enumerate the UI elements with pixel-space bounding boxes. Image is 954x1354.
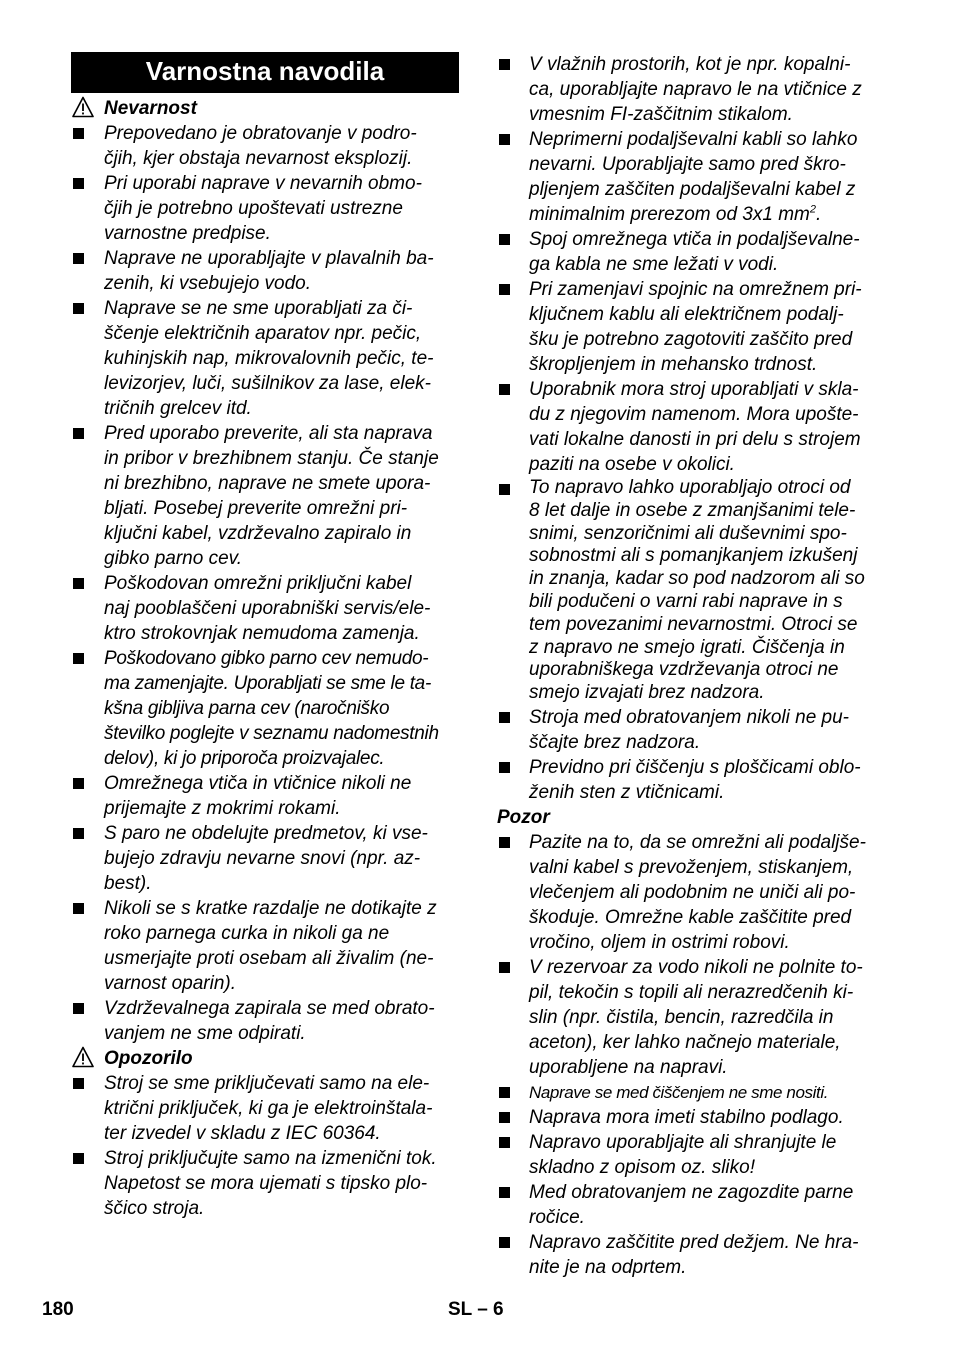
bullet-square-icon bbox=[499, 234, 510, 245]
list-item: Poškodovan omrežni priključni kabel naj pooblaščeni uporabniški servis/ele- ktro strokovnjak nemudoma zamenja. bbox=[71, 571, 459, 646]
section-page-label: SL – 6 bbox=[448, 1299, 504, 1320]
warning-list bbox=[71, 1071, 459, 1221]
list-item: Stroj priključujte samo na izmenični tok. Napetost se mora ujemati s tipsko plo- ščico stroja. bbox=[71, 1146, 459, 1221]
list-item: Omrežnega vtiča in vtičnice nikoli ne prijemajte z mokrimi rokami. bbox=[71, 771, 459, 821]
bullet-square-icon bbox=[73, 303, 84, 314]
bullet-square-icon bbox=[499, 1112, 510, 1123]
list-item: Prepovedano je obratovanje v podro- čjih, kjer obstaja nevarnost eksplozij. bbox=[71, 121, 459, 171]
list-item: Poškodovano gibko parno cev nemudo- ma zamenjajte. Uporabljati se sme le ta- kšna gibljiva parna cev (naročniško številko poglejte v seznamu nadomestnih delov), ki jo priporoča proizvajalec. bbox=[71, 646, 459, 771]
bullet-square-icon bbox=[73, 1003, 84, 1014]
list-item: Nikoli se s kratke razdalje ne dotikajte z roko parnega curka in nikoli ga ne usmerjajte proti osebam ali živalim (ne- varnost oparin). bbox=[71, 896, 459, 996]
bullet-square-icon bbox=[499, 59, 510, 70]
section-heading: Varnostna navodila bbox=[71, 52, 459, 93]
bullet-square-icon bbox=[499, 1137, 510, 1148]
list-item: To napravo lahko uporabljajo otroci od 8 let dalje in osebe z zmanjšanimi tele- snimi, senzoričnimi ali duševnimi spo- sobnostmi ali s pomanjkanjem izkušenj in znanja, kadar so pod nadzorom ali so bili podučeni o varni rabi naprave in s tem povezanimi nevarnostmi. Otroci se z napravo ne smejo igrati. Čiščenja in uporabniškega vzdrževanja otroci ne smejo izvajati brez nadzora. bbox=[497, 477, 889, 705]
warning-triangle-icon bbox=[72, 1046, 94, 1068]
caution-label-text: Pozor bbox=[497, 806, 550, 828]
danger-list bbox=[71, 121, 459, 1046]
warning-triangle-icon bbox=[72, 96, 94, 118]
list-item: Stroja med obratovanjem nikoli ne pu- ščajte brez nadzora. bbox=[497, 705, 889, 755]
bullet-square-icon bbox=[499, 712, 510, 723]
bullet-square-icon bbox=[73, 1153, 84, 1164]
bullet-square-icon bbox=[499, 1087, 510, 1098]
bullet-square-icon bbox=[73, 653, 84, 664]
bullet-square-icon bbox=[499, 484, 510, 495]
list-item: V vlažnih prostorih, kot je npr. kopalni- ca, uporabljajte napravo le na vtičnice z vmesnim FI-zaščitnim stikalom. bbox=[497, 52, 889, 127]
danger-label-text: Nevarnost bbox=[104, 98, 197, 119]
list-item: Naprave ne uporabljajte v plavalnih ba- zenih, ki vsebujejo vodo. bbox=[71, 246, 459, 296]
right-column bbox=[497, 52, 889, 1280]
bullet-square-icon bbox=[73, 828, 84, 839]
bullet-square-icon bbox=[73, 128, 84, 139]
bullet-square-icon bbox=[73, 1078, 84, 1089]
list-item: S paro ne obdelujte predmetov, ki vse- bujejo zdravju nevarne snovi (npr. az- best). bbox=[71, 821, 459, 896]
bullet-square-icon bbox=[73, 903, 84, 914]
cable-item-text: Neprimerni podaljševalni kabli so lahko nevarni. Uporabljajte samo pred škro- pljenjem zaščiten podaljševalni kabel z minimalnim prerezom od 3x1 mm bbox=[529, 129, 858, 225]
bullet-square-icon bbox=[73, 578, 84, 589]
bullet-square-icon bbox=[73, 178, 84, 189]
list-item: V rezervoar za vodo nikoli ne polnite to- pil, tekočin s topili ali nerazredčenih ki- slin (npr. čistila, bencin, razredčila in aceton), ker lahko načnejo materiale, uporabljene na napravi. bbox=[497, 955, 889, 1080]
warning-label-text: Opozorilo bbox=[104, 1048, 193, 1069]
list-item: Med obratovanjem ne zagozdite parne ročice. bbox=[497, 1180, 889, 1230]
cable-item-end: . bbox=[815, 204, 822, 225]
bullet-square-icon bbox=[499, 384, 510, 395]
list-item: Pri uporabi naprave v nevarnih obmo- čjih je potrebno upoštevati ustrezne varnostne predpise. bbox=[71, 171, 459, 246]
list-item: Pazite na to, da se omrežni ali podaljše- valni kabel s prevoženjem, stiskanjem, vlečenjem ali podobnim ne uniči ali po- škoduje. Omrežne kable zaščitite pred vročino, oljem in ostrimi robovi. bbox=[497, 830, 889, 955]
warning-label bbox=[71, 1046, 459, 1071]
list-item: Naprave se med čiščenjem ne sme nositi. bbox=[497, 1080, 889, 1105]
list-item: Vzdrževalnega zapirala se med obrato- vanjem ne sme odpirati. bbox=[71, 996, 459, 1046]
danger-label bbox=[71, 96, 459, 121]
bullet-square-icon bbox=[499, 962, 510, 973]
bullet-square-icon bbox=[73, 428, 84, 439]
list-item: Naprave se ne sme uporabljati za či- ščenje električnih aparatov npr. pečic, kuhinjskih nap, mikrovalovnih pečic, te- levizorjev, luči, sušilnikov za lase, elek- tričnih grelcev itd. bbox=[71, 296, 459, 421]
superscript: 2 bbox=[809, 203, 816, 216]
bullet-square-icon bbox=[499, 837, 510, 848]
list-item: Naprava mora imeti stabilno podlago. bbox=[497, 1105, 889, 1130]
list-item: Stroj se sme priključevati samo na ele- ktrični priključek, ki ga je elektroinštala- ter izvedel v skladu z IEC 60364. bbox=[71, 1071, 459, 1146]
list-item bbox=[497, 127, 889, 227]
list-item: Pri zamenjavi spojnic na omrežnem pri- ključnem kablu ali električnem podalj- šku je potrebno zagotoviti zaščito pred škropljenjem in mehansko trdnost. bbox=[497, 277, 889, 377]
left-column bbox=[71, 52, 459, 1221]
list-item: Spoj omrežnega vtiča in podaljševalne- ga kabla ne sme ležati v vodi. bbox=[497, 227, 889, 277]
bullet-square-icon bbox=[499, 284, 510, 295]
bullet-square-icon bbox=[499, 1237, 510, 1248]
page-number: 180 bbox=[42, 1299, 74, 1320]
bullet-square-icon bbox=[499, 762, 510, 773]
caution-list bbox=[497, 830, 889, 1280]
list-item: Napravo uporabljajte ali shranjujte le skladno z opisom oz. sliko! bbox=[497, 1130, 889, 1180]
bullet-square-icon bbox=[73, 253, 84, 264]
list-item: Napravo zaščitite pred dežjem. Ne hra- nite je na odprtem. bbox=[497, 1230, 889, 1280]
caution-label bbox=[497, 805, 889, 830]
list-item: Pred uporabo preverite, ali sta naprava in pribor v brezhibnem stanju. Če stanje ni brezhibno, naprave ne smete upora- bljati. Posebej preverite omrežni pri- ključni kabel, vzdrževalno zapiralo in gibko parno cev. bbox=[71, 421, 459, 571]
bullet-square-icon bbox=[499, 134, 510, 145]
bullet-square-icon bbox=[499, 1187, 510, 1198]
list-item: Previdno pri čiščenju s ploščicami oblo- ženih sten z vtičnicami. bbox=[497, 755, 889, 805]
bullet-square-icon bbox=[73, 778, 84, 789]
list-item: Uporabnik mora stroj uporabljati v skla- du z njegovim namenom. Mora upošte- vati lokalne danosti in pri delu s strojem paziti na osebe v okolici. bbox=[497, 377, 889, 477]
